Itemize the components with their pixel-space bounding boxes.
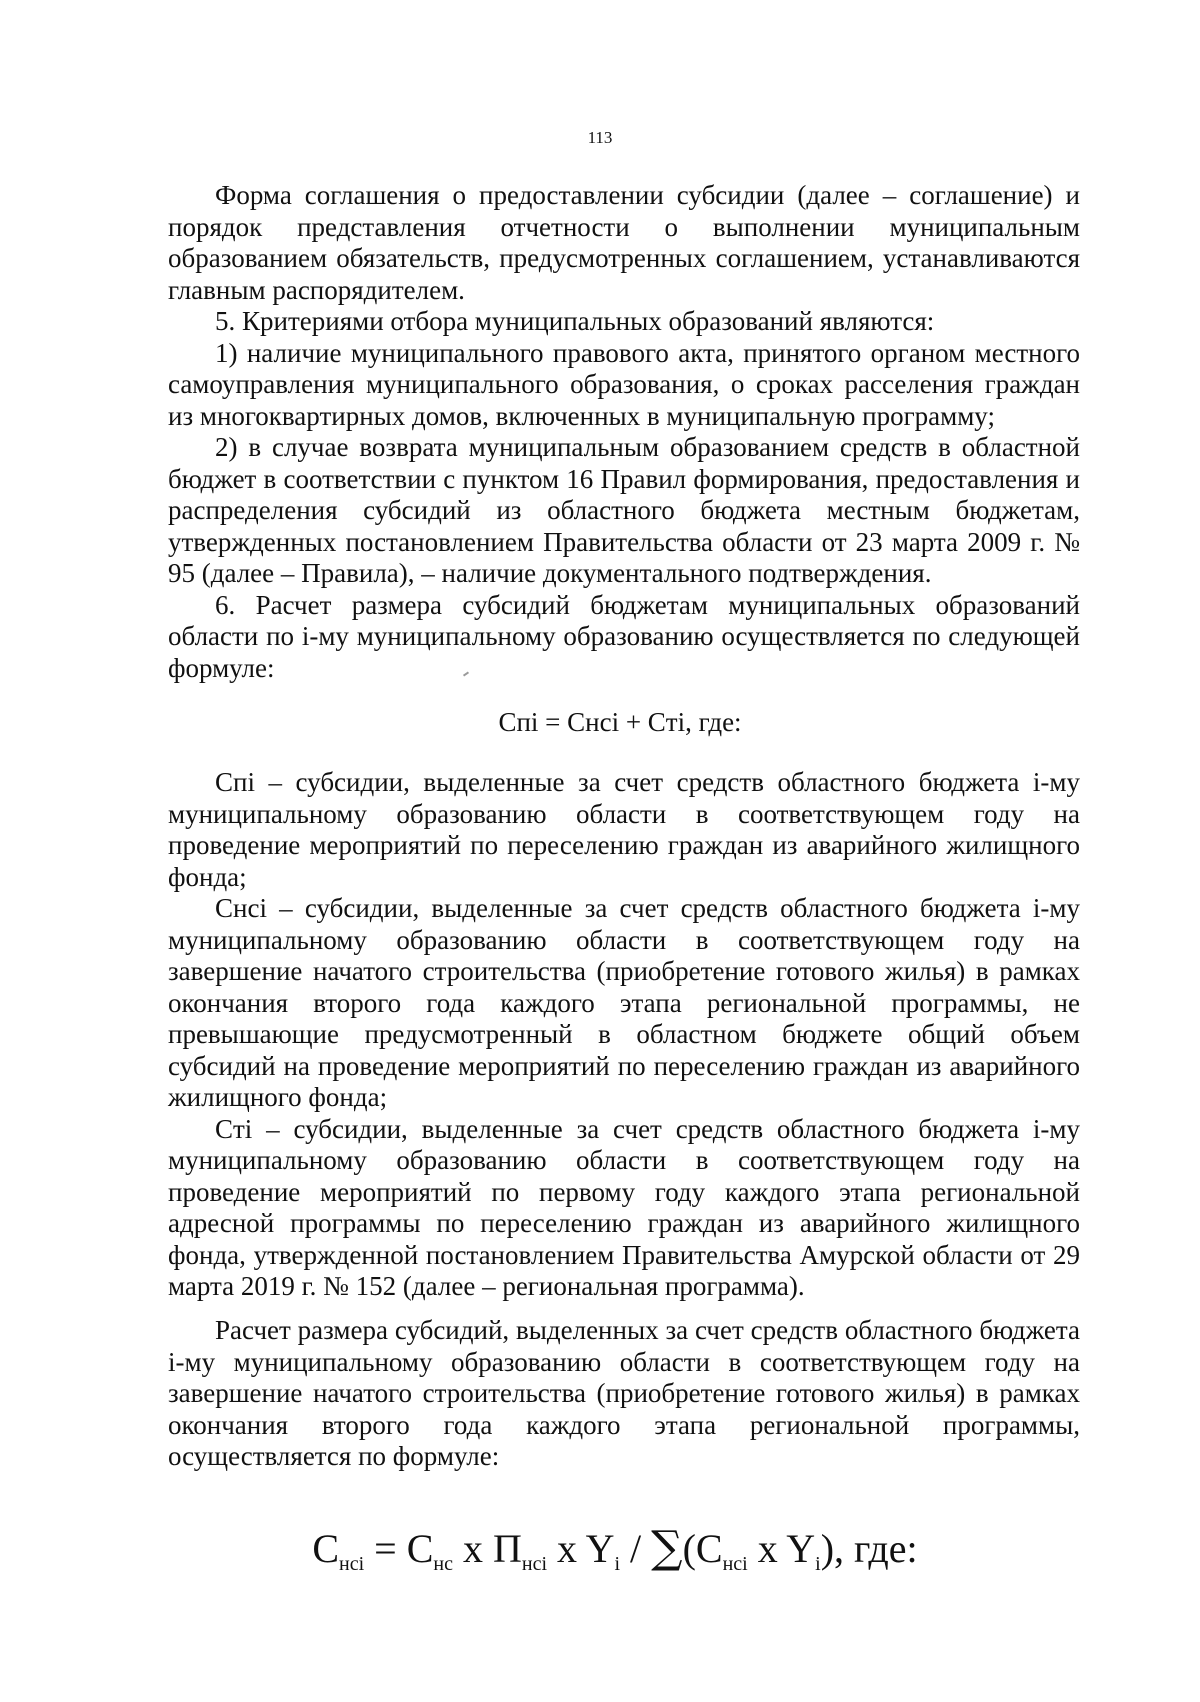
formula-symbol: Y	[585, 1526, 615, 1571]
formula-subscript: i	[815, 1553, 821, 1575]
formula-symbol: П	[493, 1526, 522, 1571]
text-block-calculation	[168, 1315, 1080, 1473]
text-block-definitions	[168, 767, 1080, 1303]
formula-completion-subsidy	[0, 1522, 1200, 1576]
paragraph: 1) наличие муниципального правового акта, принятого органом местного самоуправления муниципального образования, о сроках расселения граждан из многоквартирных домов, включенных в муниципальную программу;	[168, 337, 1080, 431]
page-number: 113	[587, 128, 613, 147]
formula-operator: x	[453, 1526, 494, 1571]
paragraph: Cпi – субсидии, выделенные за счет средств областного бюджета i-му муниципальному образованию области в соответствующем году на проведение мероприятий по переселению граждан из аварийного жилищного фонда;	[168, 767, 1080, 892]
formula-operator: /	[620, 1526, 652, 1571]
sum-sign: ∑	[651, 1522, 683, 1573]
paragraph: Расчет размера субсидий, выделенных за счет средств областного бюджета i-му муниципальному образованию области в соответствующем году на завершение начатого строительства (приобретение готового жилья) в рамках окончания второго года каждого этапа региональной программы, осуществляется по формуле:	[168, 1315, 1080, 1471]
paragraph: 2) в случае возврата муниципальным образованием средств в областной бюджет в соответствии с пунктом 16 Правил формирования, предоставления и распределения субсидий из областного бюджета местным бюджетам, утвержденных постановлением Правительства области от 23 марта 2009 г. № 95 (далее – Правила), – наличие документального подтверждения.	[168, 432, 1080, 588]
formula-symbol: C	[406, 1526, 434, 1571]
formula-subscript: нс	[433, 1553, 454, 1575]
formula-symbol: C	[695, 1526, 723, 1571]
formula-subscript: нсi	[722, 1553, 748, 1575]
formula-paren: )	[820, 1526, 835, 1571]
paragraph: Форма соглашения о предоставлении субсидии (далее – соглашение) и порядок представления отчетности о выполнении муниципальным образованием обязательств, предусмотренных соглашением, устанавливаются главным распорядителем.	[168, 180, 1080, 305]
paragraph: Cтi – субсидии, выделенные за счет средств областного бюджета i-му муниципальному образованию области в соответствующем году на проведение мероприятий по первому году каждого этапа региональной адресной программы по переселению граждан из аварийного жилищного фонда, утвержденной постановлением Правительства Амурской области от 29 марта 2019 г. № 152 (далее – региональная программа).	[168, 1113, 1080, 1301]
paragraph: 5. Критериями отбора муниципальных образований являются:	[215, 306, 935, 336]
formula-operator: x	[747, 1526, 787, 1571]
formula-operator: x	[547, 1526, 586, 1571]
formula-paren: (	[682, 1526, 696, 1571]
formula-subscript: i	[614, 1553, 621, 1575]
formula-total-subsidy: Cпi = Cнсi + Cтi, где:	[498, 707, 742, 737]
paragraph: Cнсi – субсидии, выделенные за счет средств областного бюджета i-му муниципальному образованию области в соответствующем году на завершение начатого строительства (приобретение готового жилья) в рамках окончания второго года каждого этапа региональной программы, не превышающие предусмотренный в областном бюджете общий объем субсидий на проведение мероприятий по переселению граждан из аварийного жилищного фонда;	[168, 893, 1080, 1112]
formula-operator: =	[364, 1526, 407, 1571]
formula-symbol: Y	[786, 1526, 816, 1571]
formula-tail: , где:	[834, 1526, 918, 1571]
formula-subscript: нсi	[339, 1553, 365, 1575]
formula-subscript: нсi	[521, 1553, 548, 1575]
formula-symbol: C	[312, 1526, 340, 1571]
text-block-criteria	[168, 180, 1080, 684]
paragraph: 6. Расчет размера субсидий бюджетам муниципальных образований области по i-му муниципальному образованию осуществляется по следующей формуле:	[168, 589, 1080, 683]
